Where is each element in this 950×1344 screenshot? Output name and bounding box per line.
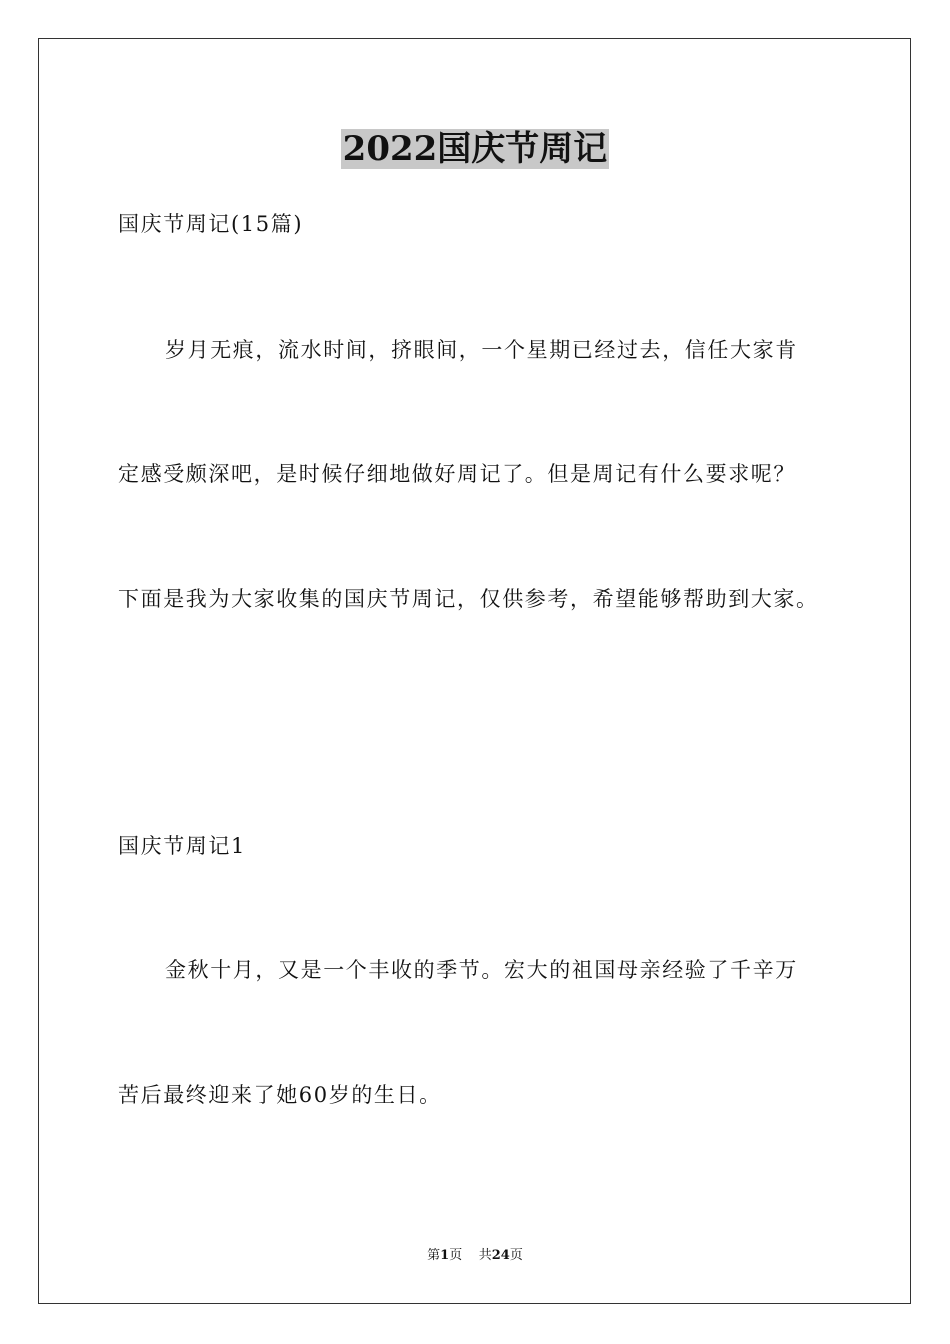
intro-line-1: 岁月无痕，流水时间，挤眼间，一个星期已经过去，信任大家肯 — [165, 338, 798, 362]
footer-page-suffix: 页 — [449, 1248, 463, 1263]
document-subtitle: 国庆节周记(15篇) — [118, 212, 304, 236]
footer-page-number: 1 — [440, 1248, 450, 1263]
footer-total-prefix: 共 — [478, 1248, 492, 1263]
section-body-line-2: 苦后最终迎来了她60岁的生日。 — [118, 1083, 442, 1107]
intro-line-2: 定感受颇深吧，是时候仔细地做好周记了。但是周记有什么要求呢？ — [118, 462, 796, 486]
footer-total-suffix: 页 — [509, 1248, 523, 1263]
document-title-text: 2022国庆节周记 — [342, 129, 608, 169]
document-title — [0, 126, 950, 172]
intro-line-3: 下面是我为大家收集的国庆节周记，仅供参考，希望能够帮助到大家。 — [118, 587, 819, 611]
section-heading: 国庆节周记1 — [118, 834, 246, 858]
page-footer — [0, 1246, 950, 1266]
section-body-line-1: 金秋十月，又是一个丰收的季节。宏大的祖国母亲经验了千辛万 — [165, 958, 798, 982]
footer-page-prefix: 第 — [427, 1248, 441, 1263]
footer-total-pages: 24 — [491, 1248, 510, 1263]
